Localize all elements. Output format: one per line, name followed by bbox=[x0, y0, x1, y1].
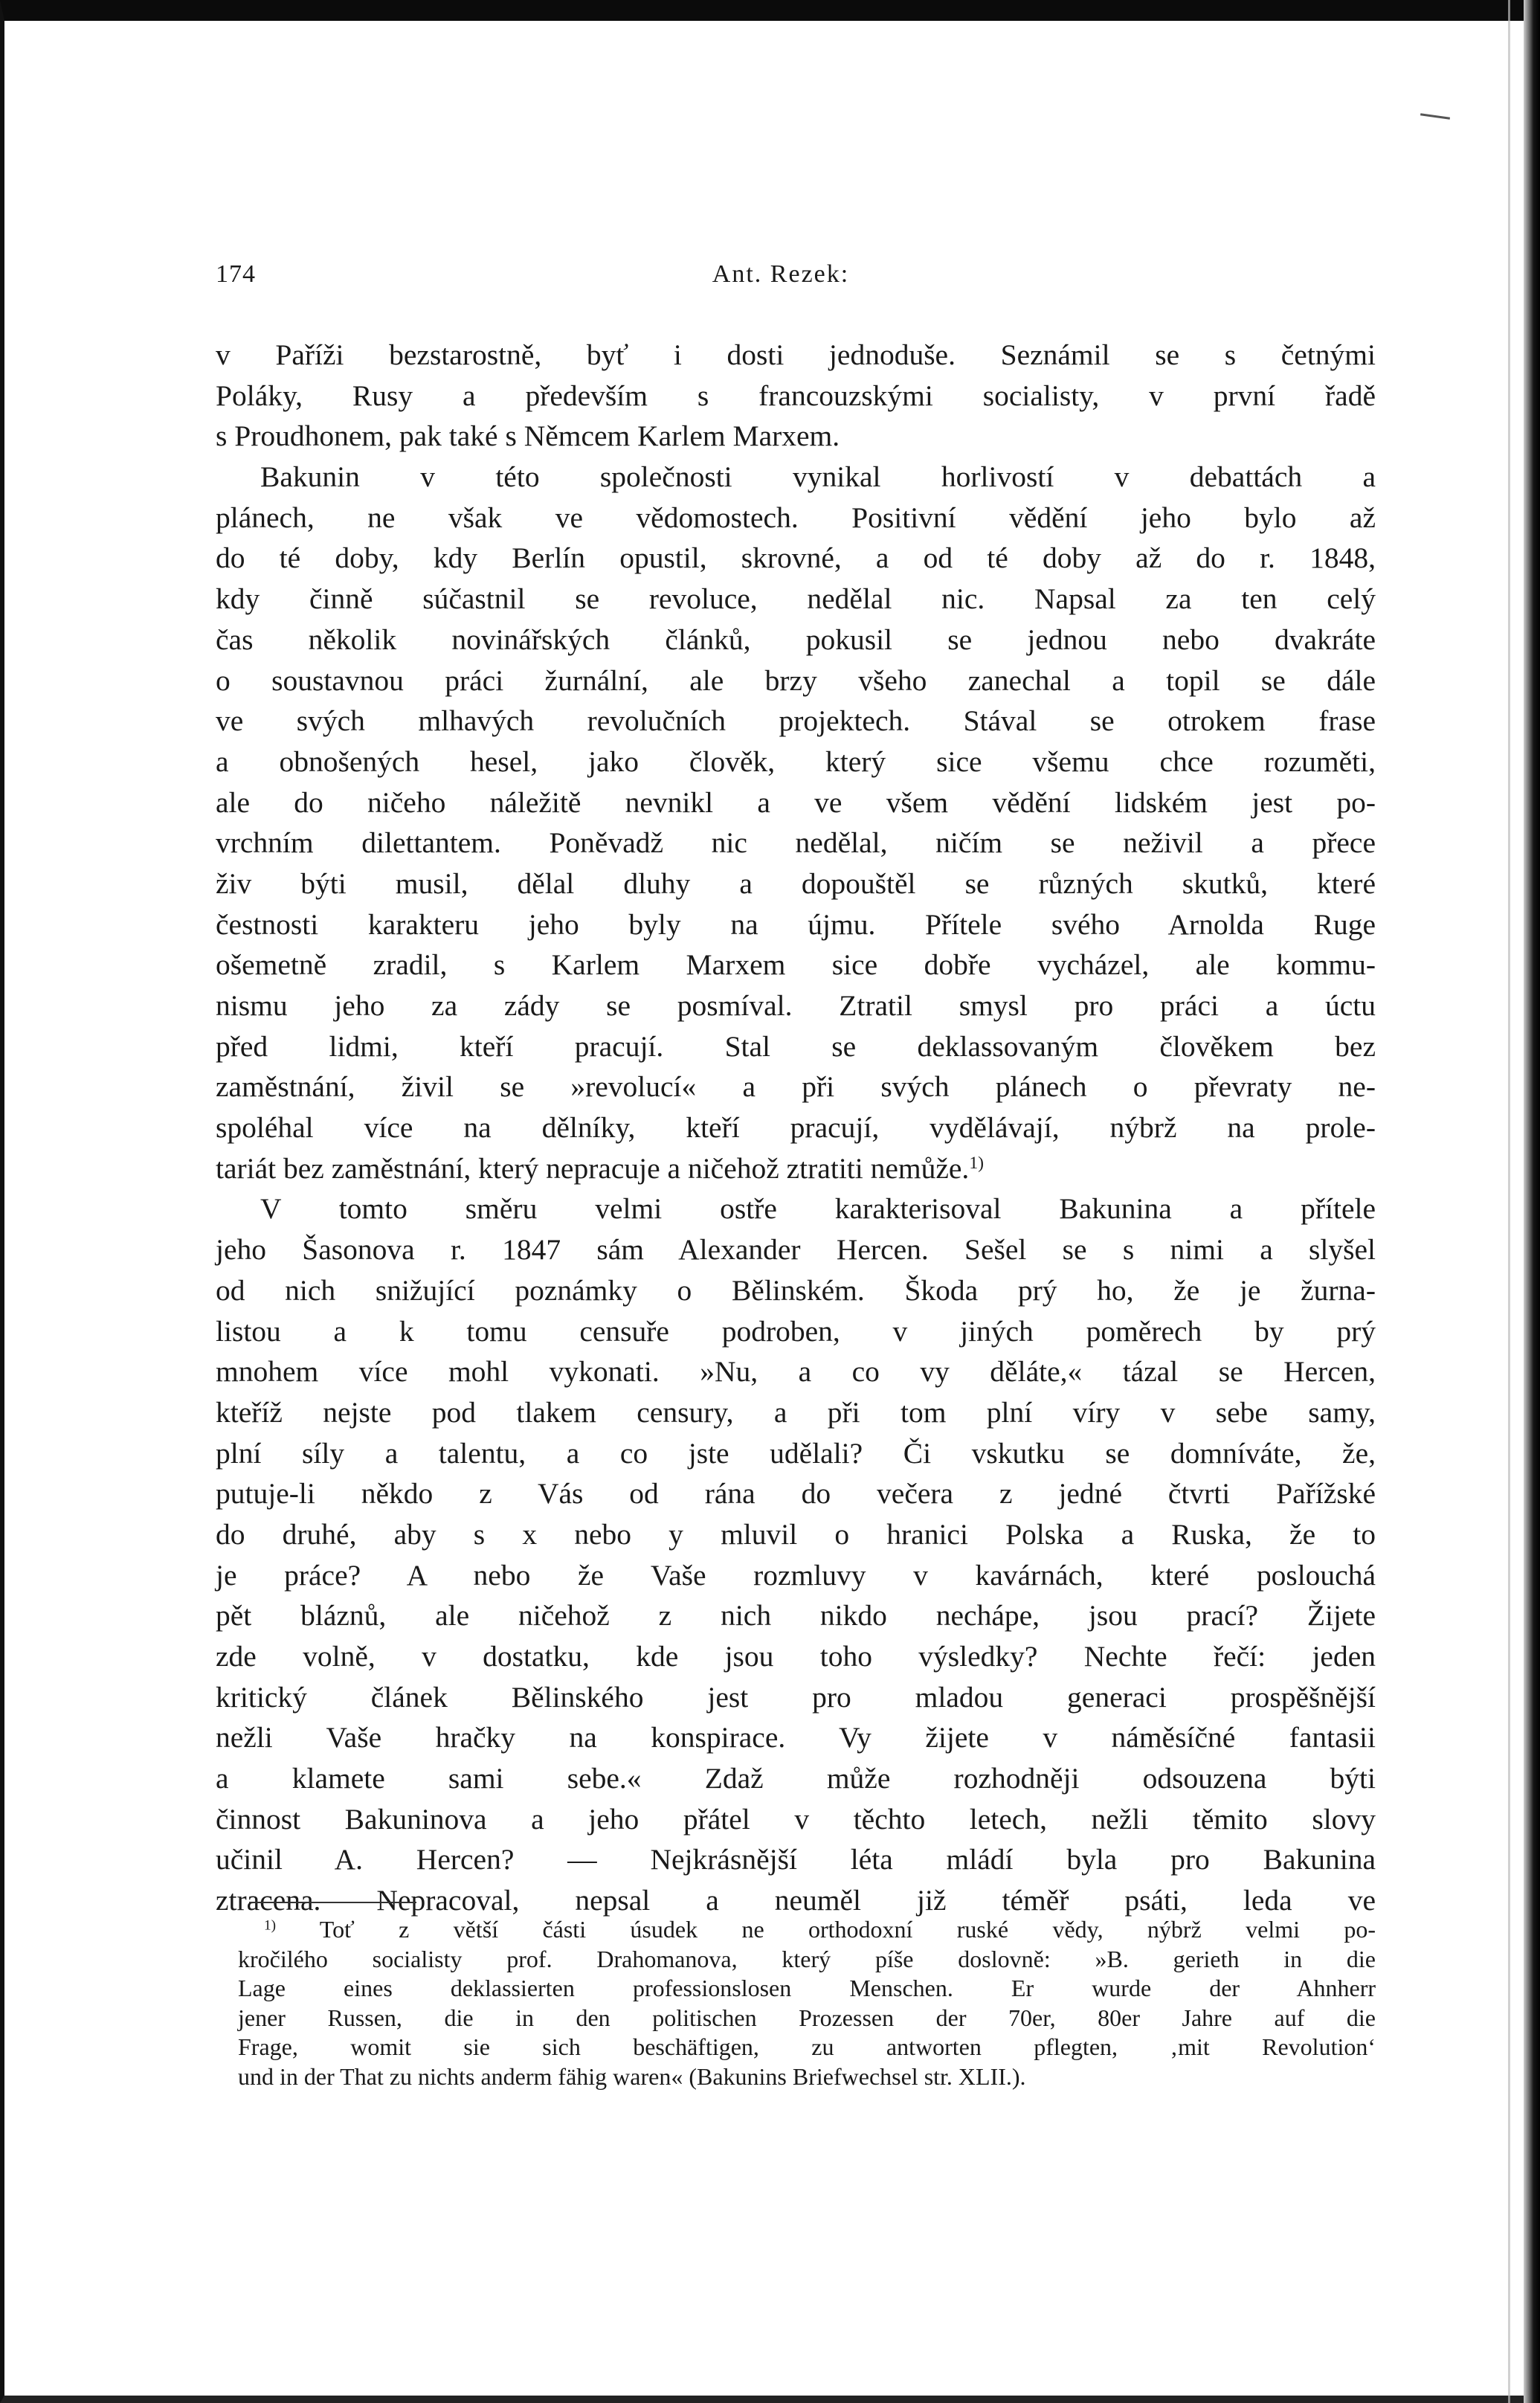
footnote-marker: 1) bbox=[264, 1917, 276, 1934]
text-line: spoléhal více na dělníky, kteří pracují, vydělávají, nýbrž na prole- bbox=[216, 1111, 1376, 1145]
text-line: vrchním dilettantem. Poněvadž nic nedělal, ničím se neživil a přece bbox=[216, 826, 1376, 860]
footnotes bbox=[238, 1915, 1376, 2091]
text-line: čas několik novinářských článků, pokusil se jednou nebo dvakráte bbox=[216, 623, 1376, 656]
footnote-line: jener Russen, die in den politischen Prozessen der 70er, 80er Jahre auf die bbox=[238, 2004, 1376, 2031]
text-line-with-footnote bbox=[216, 1148, 1376, 1189]
footnote-reference[interactable]: 1) bbox=[969, 1153, 985, 1173]
text-line-content: tariát bez zaměstnání, který nepracuje a ničehož ztratiti nemůže. bbox=[216, 1151, 970, 1185]
text-line: zde volně, v dostatku, kde jsou toho výsledky? Nechte řečí: jeden bbox=[216, 1640, 1376, 1673]
text-line: kritický článek Bělinského jest pro mladou generaci prospěšnější bbox=[216, 1680, 1376, 1714]
text-line: o soustavnou práci žurnální, ale brzy všeho zanechal a topil se dále bbox=[216, 663, 1376, 697]
text-line: jeho Šasonova r. 1847 sám Alexander Hercen. Sešel se s nimi a slyšel bbox=[216, 1233, 1376, 1267]
running-title: Ant. Rezek: bbox=[712, 260, 850, 288]
text-line: kteříž nejste pod tlakem censury, a při tom plní víry v sebe samy, bbox=[216, 1395, 1376, 1429]
text-line: s Proudhonem, pak také s Němcem Karlem Marxem. bbox=[216, 419, 840, 453]
text-line: činnost Bakuninova a jeho přátel v těchto letech, nežli těmito slovy bbox=[216, 1802, 1376, 1836]
text-line: V tomto směru velmi ostře karakterisoval Bakunina a přítele bbox=[260, 1192, 1376, 1226]
footnote-line: Lage eines deklassierten professionslosen Menschen. Er wurde der Ahnherr bbox=[238, 1975, 1376, 2001]
footnote-line: Frage, womit sie sich beschäftigen, zu antworten pflegten, ‚mit Revolution‘ bbox=[238, 2033, 1376, 2060]
text-line: a obnošených hesel, jako člověk, který sice všemu chce rozuměti, bbox=[216, 744, 1376, 778]
text-line: putuje-li někdo z Vás od rána do večera z jedné čtvrti Pařížské bbox=[216, 1477, 1376, 1511]
stray-mark bbox=[1420, 113, 1450, 120]
text-line: nismu jeho za zády se posmíval. Ztratil smysl pro práci a úctu bbox=[216, 989, 1376, 1022]
text-line: je práce? A nebo že Vaše rozmluvy v kavárnách, které poslouchá bbox=[216, 1558, 1376, 1592]
text-line: a klamete sami sebe.« Zdaž může rozhodněji odsouzena býti bbox=[216, 1762, 1376, 1795]
text-line: do druhé, aby s x nebo y mluvil o hranici Polska a Ruska, že to bbox=[216, 1517, 1376, 1551]
text-line: ale do ničeho náležitě nevnikl a ve všem vědění lidském jest po- bbox=[216, 785, 1376, 819]
footnote-line: kročilého socialisty prof. Drahomanova, který píše doslovně: »B. gerieth in die bbox=[238, 1945, 1376, 1972]
text-line: v Paříži bezstarostně, byť i dosti jednoduše. Seznámil se s četnými bbox=[216, 338, 1376, 371]
running-head bbox=[216, 260, 1346, 305]
page-edge-line bbox=[1508, 0, 1510, 2403]
footnote-line-content: Toť z větší části úsudek ne orthodoxní ruské vědy, nýbrž velmi po- bbox=[319, 1916, 1376, 1943]
text-line: do té doby, kdy Berlín opustil, skrovné, a od té doby až do r. 1848, bbox=[216, 541, 1376, 575]
footnote-line: und in der That zu nichts anderm fähig waren« (Bakunins Briefwechsel str. XLII.). bbox=[238, 2062, 1026, 2090]
footnote-line-with-marker bbox=[238, 1915, 1376, 1945]
text-line: pět bláznů, ale ničehož z nich nikdo nechápe, jsou prací? Žijete bbox=[216, 1599, 1376, 1632]
text-line: kdy činně súčastnil se revoluce, nedělal nic. Napsal za ten celý bbox=[216, 582, 1376, 616]
body-text bbox=[216, 335, 1376, 1921]
text-line: čestnosti karakteru jeho byly na újmu. Přítele svého Arnolda Ruge bbox=[216, 907, 1376, 941]
text-line: mnohem více mohl vykonati. »Nu, a co vy děláte,« tázal se Hercen, bbox=[216, 1355, 1376, 1389]
text-line: plní síly a talentu, a co jste udělali? Či vskutku se domníváte, že, bbox=[216, 1436, 1376, 1470]
page-number: 174 bbox=[216, 260, 256, 288]
text-line: Poláky, Rusy a především s francouzskými socialisty, v první řadě bbox=[216, 379, 1376, 412]
text-line: živ býti musil, dělal dluhy a dopouštěl se různých skutků, které bbox=[216, 866, 1376, 900]
text-line: nežli Vaše hračky na konspirace. Vy žijete v náměsíčné fantasii bbox=[216, 1721, 1376, 1754]
text-line: plánech, ne však ve vědomostech. Positivní vědění jeho bylo až bbox=[216, 501, 1376, 534]
text-line: ošemetně zradil, s Karlem Marxem sice dobře vycházel, ale kommu- bbox=[216, 948, 1376, 982]
page-edge-shadow bbox=[1524, 0, 1540, 2403]
text-line: před lidmi, kteří pracují. Stal se deklassovaným člověkem bez bbox=[216, 1029, 1376, 1063]
text-line: listou a k tomu censuře podroben, v jiných poměrech by prý bbox=[216, 1314, 1376, 1348]
footnote-rule bbox=[249, 1902, 416, 1903]
text-line: ztracena. Nepracoval, nepsal a neuměl již téměř psáti, leda ve bbox=[216, 1884, 1376, 1917]
text-line: zaměstnání, živil se »revolucí« a při svých plánech o převraty ne- bbox=[216, 1070, 1376, 1104]
text-line: od nich snižující poznámky o Bělinském. Škoda prý ho, že je žurna- bbox=[216, 1273, 1376, 1307]
text-line: učinil A. Hercen? — Nejkrásnější léta mládí byla pro Bakunina bbox=[216, 1843, 1376, 1876]
text-line: Bakunin v této společnosti vynikal horlivostí v debattách a bbox=[260, 460, 1376, 494]
text-line: ve svých mlhavých revolučních projektech. Stával se otrokem frase bbox=[216, 704, 1376, 738]
